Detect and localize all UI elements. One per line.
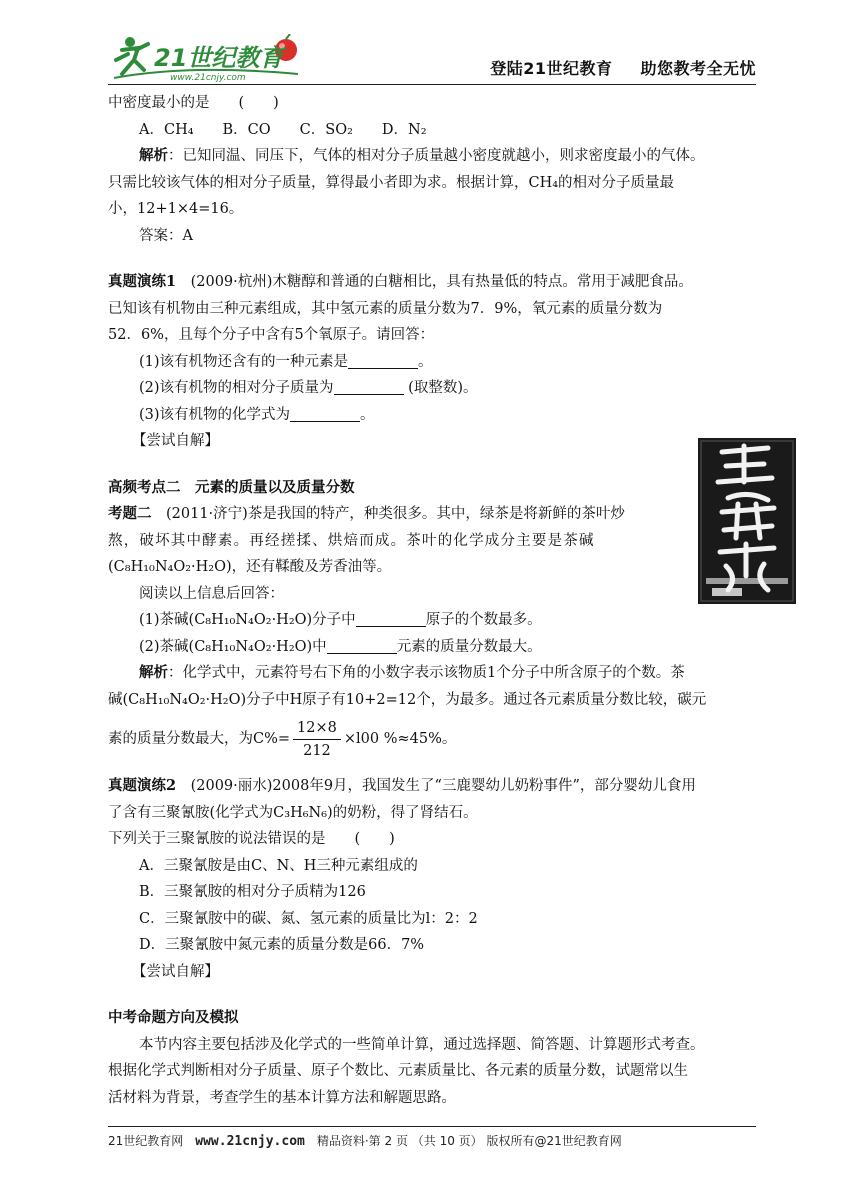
logo-text: 21世纪教育 (154, 44, 284, 72)
footer-page-info: 精品资料·第 2 页 （共 10 页） 版权所有@21世纪教育网 (316, 1134, 622, 1148)
drill-1-line: 52．6%，且每个分子中含有5个氧原子。请回答： (108, 327, 435, 343)
fraction-denominator: 212 (303, 742, 331, 759)
analysis-line (108, 143, 758, 170)
read-prompt: 阅读以上信息后回答： (139, 585, 284, 602)
question-2-q1: (1)茶碱(C₈H₁₀N₄O₂·H₂O)分子中 原子的个数最多。 (139, 612, 542, 628)
analysis-label: 解析 (139, 147, 168, 164)
answer-blank (356, 610, 426, 627)
answer-blank (290, 405, 360, 422)
footer-url: www.21cnjy.com (195, 1134, 305, 1149)
logo-url: www.21cnjy.com (170, 73, 246, 82)
option-b: B．三聚氰胺的相对分子质精为126 (139, 884, 366, 900)
page-header (108, 34, 756, 84)
drill-1-q1: (1)该有机物还含有的一种元素是 。 (139, 353, 433, 370)
option-d: D．三聚氰胺中氮元素的质量分数是66．7% (139, 937, 425, 953)
header-divider (108, 84, 756, 85)
slogan-login: 登陆21世纪教育 (490, 59, 613, 78)
section-title: 中考命题方向及模拟 (108, 1009, 239, 1026)
direction-line: 本节内容主要包括涉及化学式的一些简单计算，通过选择题、简答题、计算题形式考查。 (139, 1036, 705, 1053)
drill-2-line: 了含有三聚氰胺(化学式为C₃H₆N₆)的奶粉，得了肾结石。 (108, 804, 478, 821)
answer-blank (327, 637, 397, 654)
direction-line: 根据化学式判断相对分子质量、原子个数比、元素质量比、各元素的质量分数，试题常以生 (108, 1063, 688, 1079)
drill-2-line: 真题演练2 (2009·丽水)2008年9月，我国发生了“三鹿婴幼儿奶粉事件”，部分婴幼儿食用 (108, 777, 696, 794)
page-footer (108, 1132, 756, 1149)
question-2-line: 熬，破坏其中酵素。再经搓揉、烘焙而成。茶叶的化学成分主要是茶碱 (108, 532, 595, 549)
analysis-line: 解析：化学式中，元素符号右下角的小数字表示该物质1个分子中所含原子的个数。茶 (139, 664, 685, 681)
question-2-line: (C₈H₁₀N₄O₂·H₂O)，还有鞣酸及芳香油等。 (108, 559, 392, 575)
drill-1-q3: (3)该有机物的化学式为 。 (139, 406, 375, 423)
analysis-text: ：已知同温、同压下，气体的相对分子质量越小密度就越小，则求密度最小的气体。 (168, 148, 705, 164)
fraction (293, 717, 341, 762)
fraction-numerator: 12×8 (293, 717, 341, 740)
answer-blank (348, 352, 418, 369)
page-content (108, 90, 758, 1111)
drill-1-line: 真题演练1 (2009·杭州)木糖醇和普通的白糖相比，具有热量低的特点。常用于减肥食品。 (108, 273, 693, 290)
slogan-help: 助您教考全无忧 (640, 59, 756, 78)
footer-site: 21世纪教育网 (108, 1134, 184, 1148)
analysis-formula-line: 素的质量分数最大，为C%= $\frac{12\times 8}{212}$ ×l00 %≈45%。 (108, 713, 758, 765)
answer-line: 答案：A (139, 227, 193, 244)
direction-line: 活材料为背景，考查学生的基本计算方法和解题思路。 (108, 1089, 456, 1106)
question-2-line: 考题二 (2011·济宁)茶是我国的特产，种类很多。其中，绿茶是将新鲜的茶叶炒 (108, 505, 625, 522)
try-self: 【尝试自解】 (132, 963, 219, 980)
drill-1-line: 已知该有机物由三种元素组成，其中氢元素的质量分数为7．9%，氧元素的质量分数为 (108, 300, 663, 317)
drill-1-q2: (2)该有机物的相对分子质量为 (取整数)。 (139, 380, 478, 396)
option-a: A．三聚氰胺是由C、N、H三种元素组成的 (139, 857, 418, 874)
choice-options: A．CH₄ B．CO C．SO₂ D．N₂ (139, 121, 427, 138)
drill-2-line: 下列关于三聚氰胺的说法错误的是 ( ) (108, 831, 395, 847)
option-c: C．三聚氰胺中的碳、氮、氢元素的质量比为l：2：2 (139, 910, 478, 927)
calligraphy-image (698, 438, 796, 604)
question-2-q2: (2)茶碱(C₈H₁₀N₄O₂·H₂O)中 元素的质量分数最大。 (139, 638, 542, 655)
header-slogan (490, 56, 756, 79)
footer-divider (108, 1126, 756, 1127)
question-tail: 中密度最小的是 ( ) (108, 95, 279, 111)
site-logo (108, 34, 318, 82)
drill-1-label: 真题演练1 (108, 273, 177, 290)
try-self: 【尝试自解】 (132, 433, 219, 449)
answer-blank (334, 378, 404, 395)
analysis-label: 解析 (139, 664, 168, 681)
drill-2-label: 真题演练2 (108, 777, 177, 794)
analysis-line: 碱(C₈H₁₀N₄O₂·H₂O)分子中H原子有10+2=12个，为最多。通过各元素质量分数比较，碳元 (108, 691, 707, 708)
question-2-label: 考题二 (108, 505, 152, 522)
section-title: 高频考点二 元素的质量以及质量分数 (108, 478, 355, 496)
analysis-line: 小，12+1×4=16。 (108, 201, 244, 217)
analysis-line: 只需比较该气体的相对分子质量，算得最小者即为求。根据计算，CH₄的相对分子质量最 (108, 174, 675, 191)
